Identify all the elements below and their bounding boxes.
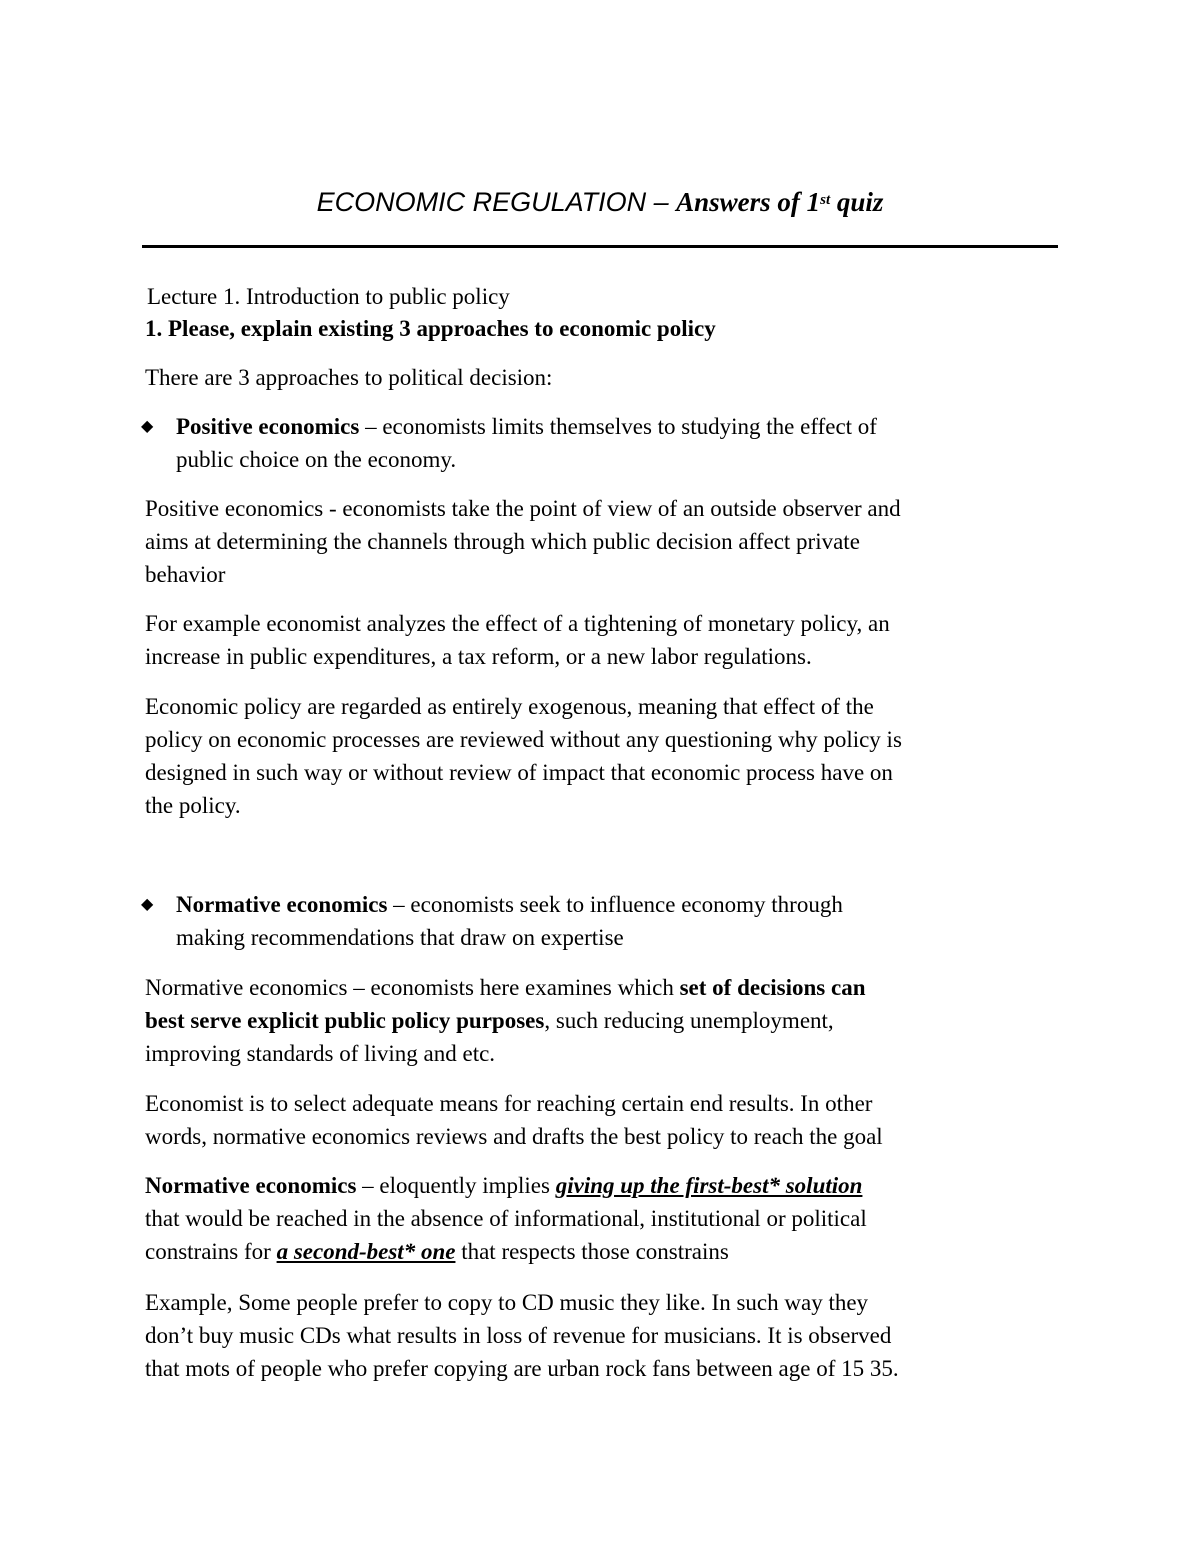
normative-p3-text: constrains for (145, 1239, 277, 1264)
intro-paragraph: There are 3 approaches to political decision: (145, 365, 553, 390)
normative-p1-bold: set of decisions can (679, 975, 866, 1000)
normative-p2-line-2: words, normative economics reviews and drafts the best policy to reach the goal (145, 1124, 883, 1149)
normative-term: Normative economics (176, 892, 388, 917)
normative-definition-text: – economists seek to influence economy through (387, 892, 843, 917)
first-best-phrase: giving up the first-best* solution (555, 1173, 863, 1198)
question-heading (145, 312, 716, 345)
title-main: ECONOMIC REGULATION – (316, 187, 677, 217)
positive-p3-line-4: the policy. (145, 793, 241, 818)
normative-p1-bold: best serve explicit public policy purposes (145, 1008, 545, 1033)
normative-p1-line-1 (145, 971, 866, 1004)
normative-p3-text: that respects those constrains (455, 1239, 729, 1264)
normative-p3-line-2: that would be reached in the absence of informational, institutional or political (145, 1206, 867, 1231)
normative-p3-text: – eloquently implies (356, 1173, 556, 1198)
positive-p2-line-2: increase in public expenditures, a tax reform, or a new labor regulations. (145, 644, 812, 669)
positive-p3-line-1: Economic policy are regarded as entirely exogenous, meaning that effect of the (145, 694, 874, 719)
question-text: 1. Please, explain existing 3 approaches to economic policy (145, 316, 716, 341)
diamond-bullet-icon: ◆ (141, 896, 154, 913)
title-superscript: st (820, 192, 831, 208)
normative-p1-text: Normative economics – economists here examines which (145, 975, 680, 1000)
title-quiz: quiz (830, 187, 884, 217)
normative-definition-line-1 (176, 888, 843, 921)
title-answers: Answers of 1 (676, 187, 821, 217)
normative-p1-line-3: improving standards of living and etc. (145, 1041, 496, 1066)
diamond-bullet-icon: ◆ (141, 418, 154, 435)
positive-p1-line-3: behavior (145, 562, 226, 587)
second-best-phrase: a second-best* one (276, 1239, 456, 1264)
normative-definition-line-2: making recommendations that draw on expertise (176, 925, 624, 950)
positive-definition-line-2: public choice on the economy. (176, 447, 457, 472)
positive-definition-text: – economists limits themselves to studying the effect of (359, 414, 877, 439)
lecture-heading: Lecture 1. Introduction to public policy (147, 284, 510, 309)
positive-term: Positive economics (176, 414, 360, 439)
positive-p1-line-1: Positive economics - economists take the point of view of an outside observer and (145, 496, 901, 521)
normative-p1-text: , such reducing unemployment, (544, 1008, 834, 1033)
positive-p1-line-2: aims at determining the channels through which public decision affect private (145, 529, 860, 554)
normative-p3-line-1 (145, 1169, 862, 1202)
page-title (0, 182, 1200, 222)
normative-p2-line-1: Economist is to select adequate means for reaching certain end results. In other (145, 1091, 873, 1116)
example-line-3: that mots of people who prefer copying are urban rock fans between age of 15 35. (145, 1356, 899, 1381)
example-line-1: Example, Some people prefer to copy to CD music they like. In such way they (145, 1290, 869, 1315)
title-divider (142, 245, 1058, 248)
positive-definition-line-1 (176, 410, 877, 443)
normative-p3-term: Normative economics (145, 1173, 357, 1198)
positive-p3-line-3: designed in such way or without review of impact that economic process have on (145, 760, 893, 785)
positive-p2-line-1: For example economist analyzes the effect of a tightening of monetary policy, an (145, 611, 890, 636)
positive-p3-line-2: policy on economic processes are reviewed without any questioning why policy is (145, 727, 902, 752)
normative-p3-line-3 (145, 1235, 729, 1268)
normative-p1-line-2 (145, 1004, 834, 1037)
example-line-2: don’t buy music CDs what results in loss of revenue for musicians. It is observed (145, 1323, 892, 1348)
